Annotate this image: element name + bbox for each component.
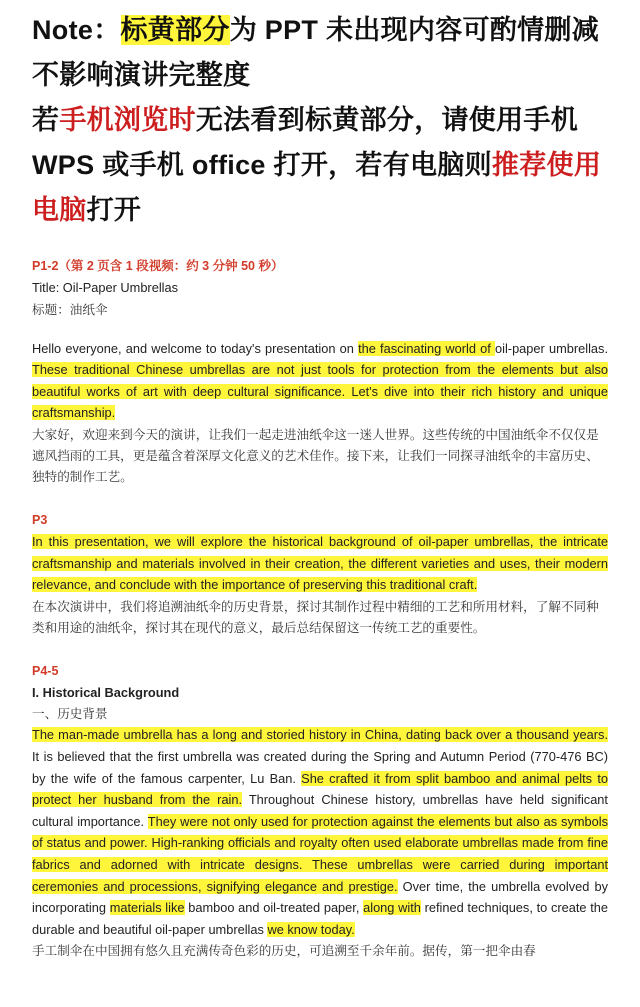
highlighted-text: materials like <box>109 900 185 916</box>
text-run: Hello everyone, and welcome to today's presentation on <box>32 340 359 356</box>
section-p1-2 <box>32 255 608 487</box>
text-run: oil-paper umbrellas. <box>495 340 608 356</box>
paragraph-zh: 大家好，欢迎来到今天的演讲，让我们一起走进油纸伞这一迷人世界。这些传统的中国油纸伞不仅仅是遮风挡雨的工具，更是蕴含着深厚文化意义的艺术佳作。接下来，让我们一同探寻油纸伞的丰富历史、独特的制作工艺。 <box>32 426 599 484</box>
paragraph-zh: 手工制伞在中国拥有悠久且充满传奇色彩的历史，可追溯至千余年前。据传，第一把伞由春 <box>32 943 536 959</box>
note-prefix: Note： <box>32 15 121 45</box>
subsection-title-en: I. Historical Background <box>32 684 180 700</box>
subsection-title-zh: 一、历史背景 <box>32 706 108 722</box>
paragraph-en <box>32 724 608 940</box>
paragraph-zh: 在本次演讲中，我们将追溯油纸伞的历史背景，探讨其制作过程中精细的工艺和所用材料，了解不同种类和用途的油纸伞，探讨其在现代的意义，最后总结保留这一传统工艺的重要性。 <box>32 598 599 635</box>
paragraph-en <box>32 338 608 424</box>
section-heading: P3 <box>32 512 48 527</box>
title-zh: 标题：油纸伞 <box>32 301 108 317</box>
highlighted-text: They were not only used for protection against the elements but also as symbols of status and power. High-ranking officials and royalty often used elaborate umbrellas made from fine fabrics and adorned with intricate designs. These umbrellas were carried during important ceremonies and processions, signifying elegance and prestige. <box>32 813 608 894</box>
highlighted-text: the fascinating world of <box>358 340 495 356</box>
highlighted-text: along with <box>363 900 421 916</box>
highlighted-text: The man-made umbrella has a long and storied history in China, dating back over a thousand years. <box>32 727 608 743</box>
text-run: bamboo and oil-treated paper, <box>184 900 364 916</box>
highlighted-text: In this presentation, we will explore the historical background of oil-paper umbrellas, the intricate craftsmanship and materials involved in their creation, the different varieties and uses, their modern relevance, and conclude with the importance of preserving this traditional craft. <box>32 533 608 593</box>
note-highlight-label: 标黄部分 <box>120 15 230 45</box>
section-p4-5 <box>32 660 608 962</box>
note-red-mobile: 手机浏览时 <box>59 105 196 135</box>
note-red-computer: 推荐使用电脑 <box>32 150 602 225</box>
note-block <box>32 8 608 233</box>
highlighted-text: She crafted it from split bamboo and animal pelts to protect her husband from the rain. <box>32 770 608 808</box>
note-text-2b: 无法看到标黄部分，请使用手机 WPS 或手机 office 打开，若有电脑则 <box>32 105 579 180</box>
highlighted-text: These traditional Chinese umbrellas are not just tools for protection from the elements but also beautiful works of art with deep cultural significance. Let's dive into their rich history and unique craftsmanship. <box>32 362 608 421</box>
text-run: It is believed that the first umbrella was created during the Spring and Autumn Period (770-476 BC) by the wife of the famous carpenter, Lu Ban. <box>32 748 608 786</box>
paragraph-en <box>32 531 608 596</box>
highlighted-text: we know today. <box>267 921 355 937</box>
section-heading: P1-2（第 2 页含 1 段视频：约 3 分钟 50 秒） <box>32 259 284 273</box>
text-run: Over time, the umbrella evolved by incorporating <box>32 878 608 916</box>
text-run: Throughout Chinese history, umbrellas have held significant cultural importance. <box>32 792 608 829</box>
section-p3 <box>32 509 608 638</box>
note-text-2a: 若 <box>32 105 60 135</box>
section-heading: P4-5 <box>32 663 59 678</box>
title-en: Title: Oil-Paper Umbrellas <box>32 280 179 295</box>
note-text-2c: 打开 <box>86 195 142 225</box>
note-text-1: 为 PPT 未出现内容可酌情删减不影响演讲完整度 <box>32 15 600 90</box>
text-run: refined techniques, to create the durable and beautiful oil-paper umbrellas <box>32 900 609 937</box>
